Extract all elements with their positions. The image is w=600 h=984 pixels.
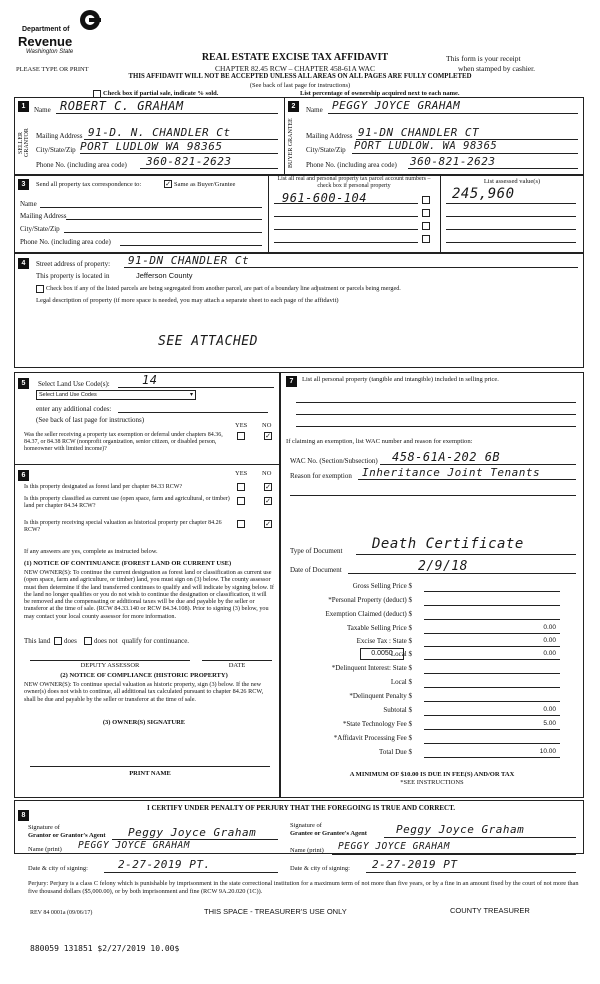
historic-question: Is this property receiving special valuation as historical property per chapter 84.26 RCW? <box>24 520 222 533</box>
assessed-header: List assessed value(s) <box>483 178 541 185</box>
grantor-sig-label1: Signature of <box>28 824 60 831</box>
street-value[interactable]: 91-DN CHANDLER Ct <box>128 254 250 267</box>
section-4-number: 4 <box>18 258 29 269</box>
dept-line3: Washington State <box>26 49 74 55</box>
notice-2-body: NEW OWNER(S): To continue special valuation as historic property, sign (3) below. If the new owner(s) does not wish to continue, all additional tax calculated pursuant to chapter 84.26 RCW, shall be due and payable by the seller or transferor at the time of sale. <box>24 681 264 703</box>
buyer-city-label: City/State/Zip <box>306 146 346 154</box>
fee-row <box>288 610 560 621</box>
s5-see-back: (See back of last page for instructions) <box>36 416 145 424</box>
forest-no-checkbox[interactable]: ✓ <box>265 483 271 491</box>
land-use-select[interactable] <box>36 390 196 400</box>
seller-phone-label: Phone No. (including area code) <box>36 161 127 169</box>
additional-codes-label: enter any additional codes: <box>36 405 112 413</box>
s6-no: NO <box>262 470 272 477</box>
fee-label: *Delinquent Penalty $ <box>349 692 412 700</box>
fee-value[interactable]: 0.00 <box>543 637 556 644</box>
grantee-sig-label2: Grantee or Grantee's Agent <box>290 830 367 837</box>
seller-name-value[interactable]: ROBERT C. GRAHAM <box>60 99 184 113</box>
forest-question: Is this property designated as forest land per chapter 84.33 RCW? <box>24 484 183 490</box>
owner-sig-label: (3) OWNER(S) SIGNATURE <box>102 719 186 726</box>
receipt-line1: This form is your receipt <box>446 54 521 63</box>
buyer-name-label: Name <box>306 106 323 114</box>
exemption-no-checkbox[interactable]: ✓ <box>265 432 271 440</box>
certify-statement: I CERTIFY UNDER PENALTY OF PERJURY THAT THE FOREGOING IS TRUE AND CORRECT. <box>146 804 455 812</box>
local-rate-box[interactable] <box>360 648 404 660</box>
list-pct-label: List percentage of ownership acquired next to each name. <box>300 90 460 97</box>
buyer-phone-value[interactable]: 360-821-2623 <box>410 155 496 168</box>
rev-label: REV 84 0001a (09/06/17) <box>30 910 93 916</box>
fee-row <box>288 706 560 717</box>
fee-label: *Personal Property (deduct) $ <box>328 596 412 604</box>
grantor-date-value[interactable]: 2-27-2019 PT. <box>118 858 211 871</box>
buyer-name-value[interactable]: PEGGY JOYCE GRAHAM <box>332 99 461 112</box>
s3-city-label: City/State/Zip <box>20 225 60 233</box>
section-8-number: 8 <box>18 810 29 821</box>
s5-no: NO <box>262 422 272 429</box>
wac-value[interactable]: 458-61A-202 6B <box>392 450 501 464</box>
current-use-yes-checkbox[interactable] <box>237 497 245 505</box>
notice-2-title: (2) NOTICE OF COMPLIANCE (HISTORIC PROPERTY) <box>60 672 228 679</box>
fee-value[interactable]: 0.00 <box>543 706 556 713</box>
form-title: REAL ESTATE EXCISE TAX AFFIDAVIT <box>201 52 389 63</box>
legal-desc-label: Legal description of property (if more space is needed, you may attach a separate sheet to each page of the affidavit) <box>36 297 339 304</box>
fee-row <box>288 582 560 593</box>
s3-name-label: Name <box>20 200 37 208</box>
seller-mailing-value[interactable]: 91-D. N. CHANDLER Ct <box>88 126 231 139</box>
forest-yes-checkbox[interactable] <box>237 483 245 491</box>
grantee-date-label: Date & city of signing: <box>290 865 350 872</box>
doc-date-value[interactable]: 2/9/18 <box>418 559 468 574</box>
fee-label: Gross Selling Price $ <box>352 582 412 590</box>
does-checkbox[interactable] <box>54 637 62 645</box>
fee-row <box>288 692 560 703</box>
parcel-value[interactable]: 961-600-104 <box>282 191 367 205</box>
s3-phone-label: Phone No. (including area code) <box>20 238 111 246</box>
reason-label: Reason for exemption <box>290 472 352 480</box>
deputy-assessor-label: DEPUTY ASSESSOR <box>80 662 140 669</box>
exemption-claim-label: If claiming an exemption, list WAC number and reason for exemption: <box>286 438 473 445</box>
section-5-number: 5 <box>18 378 29 389</box>
this-land-label: This land <box>24 637 51 645</box>
grantor-date-label: Date & city of signing: <box>28 865 88 872</box>
wac-label: WAC No. (Section/Subsection) <box>290 457 378 465</box>
seller-mailing-label: Mailing Address <box>36 132 83 140</box>
does-label: does <box>64 637 77 645</box>
buyer-mailing-value[interactable]: 91-DN CHANDLER CT <box>358 126 480 139</box>
fee-row <box>288 720 560 731</box>
fee-row <box>288 664 560 675</box>
parcel-header: List all real and personal property tax parcel account numbers – check box if personal property <box>277 176 431 189</box>
partial-sale-label: Check box if partial sale, indicate % sold. <box>103 90 219 97</box>
fee-row <box>288 734 560 745</box>
land-use-value[interactable]: 14 <box>142 373 158 387</box>
perjury-notice: Perjury: Perjury is a class C felony which is punishable by imprisonment in the state correctional institution for a maximum term of not more than five years, or by a fine in an amount fixed by the court of not more than five thousand dollars ($5,000.00), or by both imprisonment and fine (RCW 9A.20.020 (1C)). <box>28 880 579 895</box>
fee-value[interactable]: 5.00 <box>543 720 556 727</box>
doc-type-label: Type of Document <box>290 547 343 555</box>
section-1-number: 1 <box>18 101 29 112</box>
reason-value[interactable]: Inheritance Joint Tenants <box>362 466 541 479</box>
buyer-side-label: BUYER GRANTEE <box>288 118 294 168</box>
form-warning: THIS AFFIDAVIT WILL NOT BE ACCEPTED UNLESS ALL AREAS ON ALL PAGES ARE FULLY COMPLETED <box>128 73 472 80</box>
grantor-sig-label2: Grantor or Grantor's Agent <box>28 832 106 839</box>
fee-label: Local $ <box>390 678 412 686</box>
dept-line1: Department of <box>22 26 70 33</box>
street-label: Street address of property: <box>36 260 111 268</box>
does-not-checkbox[interactable] <box>84 637 92 645</box>
segregated-label: Check box if any of the listed parcels are being segregated from another parcel, are part of a boundary line adjustment or parcels being merged. <box>46 285 401 292</box>
notice-1-title: (1) NOTICE OF CONTINUANCE (FOREST LAND OR CURRENT USE) <box>24 560 232 567</box>
exemption-question: Was the seller receiving a property tax exemption or deferral under chapters 84.36, 84.37, or 84.38 RCW (nonprofit organization, senior citizen, or disabled person, homeowner with limited income)? <box>24 432 223 453</box>
fee-row <box>288 650 560 661</box>
dept-line2: Revenue <box>18 34 73 49</box>
fee-value[interactable]: 0.00 <box>543 624 556 631</box>
same-as-buyer-label: Same as Buyer/Grantee <box>174 181 236 188</box>
county-value: Jefferson County <box>136 271 193 280</box>
buyer-mailing-label: Mailing Address <box>306 132 353 140</box>
grantee-name-value[interactable]: PEGGY JOYCE GRAHAM <box>338 841 450 852</box>
please-type: PLEASE TYPE OR PRINT <box>16 66 89 73</box>
fee-value[interactable]: 10.00 <box>539 748 556 755</box>
form-chapter: CHAPTER 82.45 RCW – CHAPTER 458-61A WAC <box>215 64 375 73</box>
fee-label: Subtotal $ <box>383 706 412 714</box>
seller-phone-value[interactable]: 360-821-2623 <box>146 155 232 168</box>
parcel-3-checkbox[interactable] <box>422 222 430 230</box>
exemption-yes-checkbox[interactable] <box>237 432 245 440</box>
doc-type-value[interactable]: Death Certificate <box>372 536 524 552</box>
assessed-value[interactable]: 245,960 <box>452 186 515 202</box>
county-treasurer-label: COUNTY TREASURER <box>450 906 530 915</box>
section-2-number: 2 <box>288 101 299 112</box>
s3-mailing-label: Mailing Address <box>20 212 67 220</box>
grantor-name-value[interactable]: PEGGY JOYCE GRAHAM <box>78 840 190 851</box>
print-name-label: PRINT NAME <box>129 770 171 777</box>
notice-1-body: NEW OWNER(S): To continue the current designation as forest land or classification as current use (open space, farm and agriculture, or timber) land, you must sign on (3) below. The county assessor must then determine if the land transferred continues to qualify and will indicate by signing below. If the land no longer qualifies or you do not wish to continue the designation or classification, it will be removed and the compensating or additional taxes will be due and payable by the seller or transferor at the time of sale. (RCW 84.33.140 or RCW 84.34.108). Prior to signing (3) below, you may contact your local county assessor for more information. <box>24 569 274 620</box>
seller-city-label: City/State/Zip <box>36 146 76 154</box>
land-use-label: Select Land Use Code(s): <box>38 380 110 388</box>
date-label: DATE <box>228 662 246 669</box>
buyer-city-value[interactable]: PORT LUDLOW. WA 98365 <box>354 140 498 152</box>
grantor-name-label: Name (print) <box>28 846 62 853</box>
section-4-box <box>14 253 584 368</box>
fee-row <box>288 637 560 648</box>
grantee-date-value[interactable]: 2-27-2019 PT <box>372 858 458 871</box>
qualify-label: qualify for continuance. <box>122 637 190 645</box>
seller-name-label: Name <box>34 106 51 114</box>
fee-row <box>288 624 560 635</box>
fee-value[interactable]: 0.00 <box>543 650 556 657</box>
current-use-question: Is this property classified as current use (open space, farm and agricultural, or timber) land per chapter 84.34 RCW? <box>24 496 230 509</box>
grantee-name-label: Name (print) <box>290 847 324 854</box>
does-not-label: does not <box>94 637 118 645</box>
same-as-buyer-checkbox[interactable]: ✓ <box>165 180 171 188</box>
dor-logo-mark-icon <box>80 10 100 30</box>
dor-logo <box>14 10 104 58</box>
see-back-header: (See back of last page for instructions) <box>249 82 351 89</box>
section-6-number: 6 <box>18 470 29 481</box>
local-rate-value: 0.0050 <box>371 650 393 657</box>
buyer-phone-label: Phone No. (including area code) <box>306 161 397 169</box>
parcel-4-checkbox[interactable] <box>422 235 430 243</box>
current-use-no-checkbox[interactable]: ✓ <box>265 497 271 505</box>
see-instructions-note: *SEE INSTRUCTIONS <box>400 779 464 786</box>
treasurer-space-label: THIS SPACE - TREASURER'S USE ONLY <box>204 907 347 916</box>
section-7-number: 7 <box>286 376 297 387</box>
doc-date-label: Date of Document <box>290 566 342 574</box>
personal-property-label: List all personal property (tangible and intangible) included in selling price. <box>302 376 499 383</box>
send-correspondence-label: Send all property tax correspondence to: <box>36 181 142 188</box>
fee-label: Local $ <box>390 650 412 658</box>
legal-desc-value[interactable]: SEE ATTACHED <box>158 334 258 349</box>
section-3-number: 3 <box>18 179 29 190</box>
historic-yes-checkbox[interactable] <box>237 520 245 528</box>
fee-label: Total Due $ <box>379 748 412 756</box>
receipt-line2: when stamped by cashier. <box>458 64 536 73</box>
s5-yes: YES <box>235 422 248 429</box>
chevron-down-icon: ▾ <box>189 392 193 398</box>
minimum-fee-note: A MINIMUM OF $10.00 IS DUE IN FEE(S) AND/OR TAX <box>349 771 515 778</box>
located-label: This property is located in <box>36 272 110 280</box>
historic-no-checkbox[interactable]: ✓ <box>265 520 271 528</box>
seller-city-value[interactable]: PORT LUDLOW WA 98365 <box>80 140 223 153</box>
fee-label: Excise Tax : State $ <box>356 637 412 645</box>
grantor-signature[interactable]: Peggy Joyce Graham <box>128 826 257 839</box>
seller-side-label: SELLER GRANTOR <box>18 128 30 158</box>
grantee-sig-label1: Signature of <box>290 822 322 829</box>
fee-label: Exemption Claimed (deduct) $ <box>325 610 412 618</box>
land-use-select-label: Select Land Use Codes <box>39 392 97 398</box>
fee-label: Taxable Selling Price $ <box>346 624 412 632</box>
any-yes-note: If any answers are yes, complete as instructed below. <box>24 548 158 555</box>
fee-row <box>288 596 560 607</box>
segregated-checkbox[interactable] <box>36 285 44 293</box>
s6-yes: YES <box>235 470 248 477</box>
grantee-signature[interactable]: Peggy Joyce Graham <box>396 823 525 836</box>
parcel-2-checkbox[interactable] <box>422 209 430 217</box>
fee-row <box>288 678 560 689</box>
cashier-stamp: 880059 131851 $2/27/2019 10.00$ <box>30 944 180 953</box>
fee-label: *State Technology Fee $ <box>342 720 412 728</box>
parcel-1-checkbox[interactable] <box>422 196 430 204</box>
fee-label: *Delinquent Interest: State $ <box>331 664 412 672</box>
fee-label: *Affidavit Processing Fee $ <box>333 734 412 742</box>
fee-row <box>288 748 560 759</box>
